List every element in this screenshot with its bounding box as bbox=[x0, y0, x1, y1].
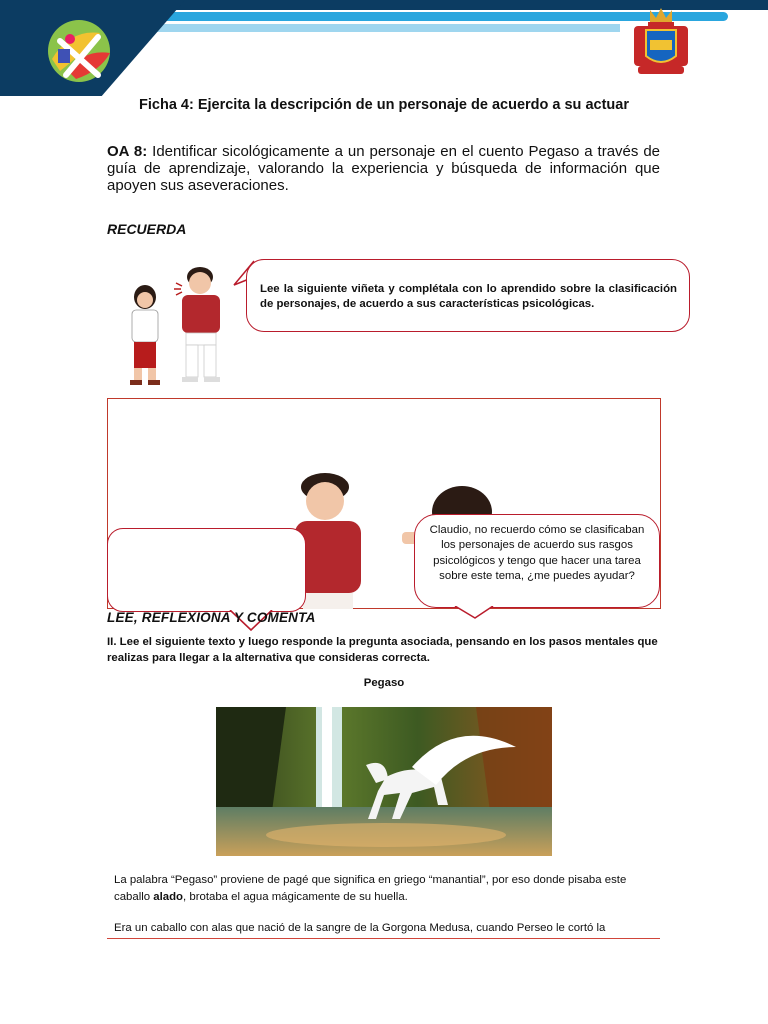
section-heading: LEE, REFLEXIONA Y COMENTA bbox=[107, 610, 316, 625]
objective-text: Identificar sicológicamente a un personaje en el cuento Pegaso a través de guía de aprendizaje, valorando la experiencia y búsqueda de información que apoyen sus aseveraciones. bbox=[107, 143, 660, 194]
school-logo-icon bbox=[40, 19, 118, 83]
red-divider bbox=[107, 938, 660, 939]
students-illustration bbox=[112, 265, 242, 390]
instruction-text: II. Lee el siguiente texto y luego responde la pregunta asociada, pensando en los pasos mentales que realizas para llegar a la alternativa que consideras correcta. bbox=[107, 636, 658, 664]
story-title: Pegaso bbox=[363, 677, 405, 689]
page-title: Ficha 4: Ejercita la descripción de un personaje de acuerdo a su actuar bbox=[139, 97, 629, 113]
bubble3-tail bbox=[453, 606, 495, 620]
objective-code: OA 8: bbox=[107, 143, 148, 160]
objective bbox=[107, 143, 660, 194]
empty-speech-bubble[interactable] bbox=[107, 528, 306, 612]
recuerda-heading: RECUERDA bbox=[107, 221, 187, 237]
story-paragraph-2: Era un caballo con alas que nació de la sangre de la Gorgona Medusa, cuando Perseo le cortó la bbox=[114, 922, 606, 934]
p1-before: La palabra “Pegaso” proviene de pagé que significa en griego “manantial”, por eso donde pisaba este caballo bbox=[114, 874, 627, 903]
p1-after: , brotaba el agua mágicamente de su huella. bbox=[183, 891, 408, 903]
pegasus-waterfall-image bbox=[216, 707, 552, 856]
header-stripe-light bbox=[150, 24, 620, 32]
recuerda-bubble: Lee la siguiente viñeta y complétala con lo aprendido sobre la clasificación de personajes, de acuerdo a sus características psicológicas. bbox=[246, 259, 690, 332]
girl-speech-bubble: Claudio, no recuerdo cómo se clasificaban los personajes de acuerdo sus rasgos psicológicos y tengo que hacer una tarea sobre este tema, ¿me puedes ayudar? bbox=[414, 514, 660, 608]
p1-bold: alado bbox=[153, 891, 184, 903]
crest-logo-icon bbox=[628, 6, 694, 78]
story-paragraph-1 bbox=[114, 872, 659, 906]
